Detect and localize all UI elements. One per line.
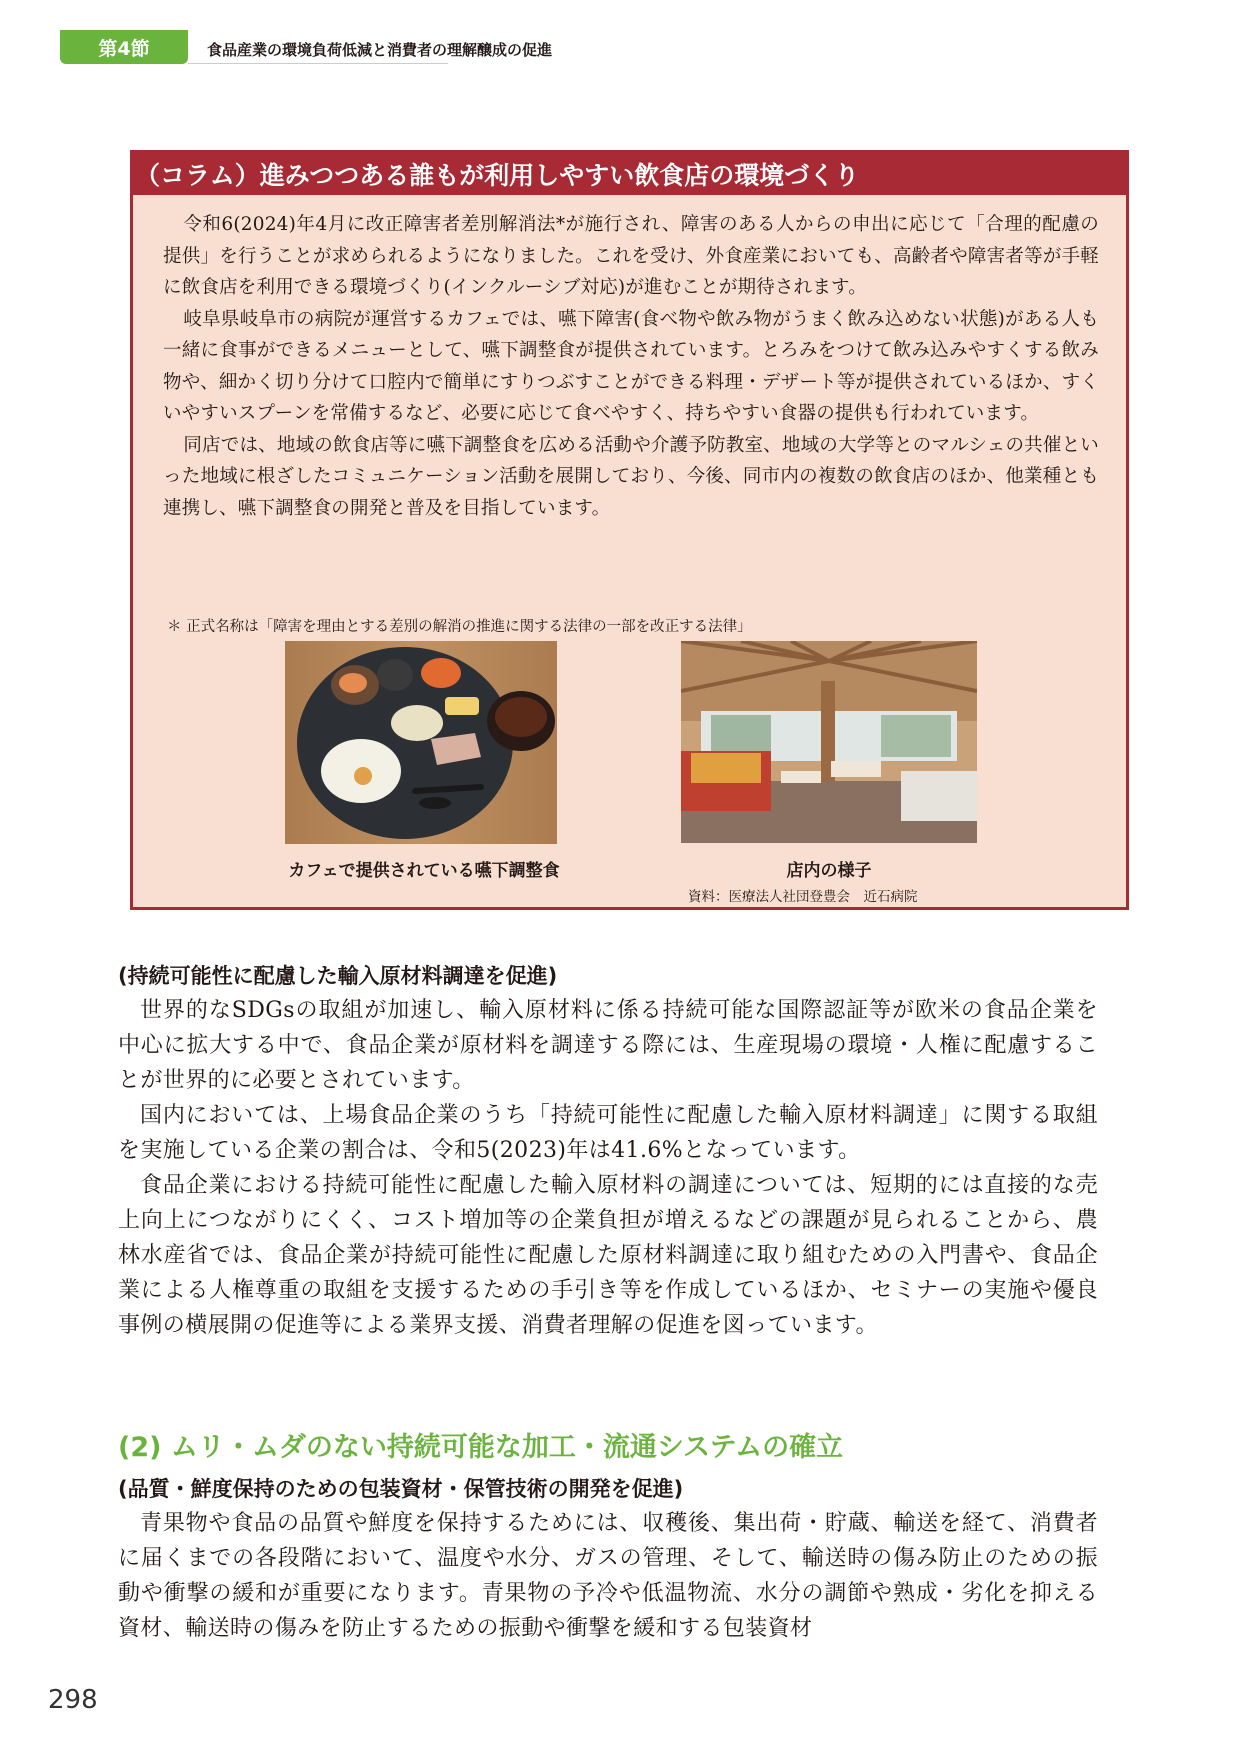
column-title: （コラム）進みつつある誰もが利用しやすい飲食店の環境づくり	[133, 153, 1126, 195]
photo2-caption: 店内の様子	[786, 861, 872, 881]
column-body	[163, 209, 1099, 524]
section2-heading: (2) ムリ・ムダのない持続可能な加工・流通システムの確立	[118, 1432, 844, 1463]
header-divider	[188, 63, 448, 64]
page-number: 298	[48, 1685, 98, 1715]
photo-enge-meal	[285, 641, 557, 844]
section2-body	[118, 1506, 1098, 1646]
photo-cafe-interior	[681, 641, 977, 843]
section1-paragraph-2: 国内においては、上場食品企業のうち「持続可能性に配慮した輸入原材料調達」に関する取組を実施している企業の割合は、令和5(2023)年は41.6%となっています。	[118, 1103, 1098, 1163]
footnote: ＊ 正式名称は「障害を理由とする差別の解消の推進に関する法律の一部を改正する法律」	[167, 619, 752, 635]
column-paragraph-2: 岐阜県岐阜市の病院が運営するカフェでは、嚥下障害(食べ物や飲み物がうまく飲み込めない状態)がある人も一緒に食事ができるメニューとして、嚥下調整食が提供されています。とろみをつけて飲み込みやすくする飲み物や、細かく切り分けて口腔内で簡単にすりつぶすことができる料理・デザート等が提供されているほか、すくいやすいスプーンを常備するなど、必要に応じて食べやすく、持ちやすい食器の提供も行われています。	[163, 308, 1099, 424]
section-title: 食品産業の環境負荷低減と消費者の理解醸成の促進	[207, 41, 553, 59]
section2-paragraph-1: 青果物や食品の品質や鮮度を保持するためには、収穫後、集出荷・貯蔵、輸送を経て、消費者に届くまでの各段階において、温度や水分、ガスの管理、そして、輸送時の傷み防止のための振動や衝撃の緩和が重要になります。青果物の予冷や低温物流、水分の調節や熟成・劣化を抑える資材、輸送時の傷みを防止するための振動や衝撃を緩和する包装資材	[118, 1511, 1098, 1641]
section1-body	[118, 993, 1098, 1343]
section1-heading: (持続可能性に配慮した輸入原材料調達を促進)	[118, 964, 558, 988]
section1-paragraph-1: 世界的なSDGsの取組が加速し、輸入原材料に係る持続可能な国際認証等が欧米の食品企業を中心に拡大する中で、食品企業が原材料を調達する際には、生産現場の環境・人権に配慮することが世界的に必要とされています。	[118, 998, 1098, 1093]
section2-subheading: (品質・鮮度保持のための包装資材・保管技術の開発を促進)	[118, 1477, 684, 1501]
column-box	[130, 150, 1129, 910]
column-paragraph-1: 令和6(2024)年4月に改正障害者差別解消法*が施行され、障害のある人からの申出に応じて「合理的配慮の提供」を行うことが求められるようになりました。これを受け、外食産業においても、高齢者や障害者等が手軽に飲食店を利用できる環境づくり(インクルーシブ対応)が進むことが期待されます。	[163, 214, 1099, 298]
section-tab: 第4節	[60, 30, 188, 64]
photo1-caption: カフェで提供されている嚥下調整食	[288, 861, 560, 881]
column-paragraph-3: 同店では、地域の飲食店等に嚥下調整食を広める活動や介護予防教室、地域の大学等とのマルシェの共催といった地域に根ざしたコミュニケーション活動を展開しており、今後、同市内の複数の飲食店のほか、他業種とも連携し、嚥下調整食の開発と普及を目指しています。	[163, 434, 1099, 519]
section1-paragraph-3: 食品企業における持続可能性に配慮した輸入原材料の調達については、短期的には直接的な売上向上につながりにくく、コスト増加等の企業負担が増えるなどの課題が見られることから、農林水産省では、食品企業が持続可能性に配慮した原材料調達に取り組むための入門書や、食品企業による人権尊重の取組を支援するための手引き等を作成しているほか、セミナーの実施や優良事例の横展開の促進等による業界支援、消費者理解の促進を図っています。	[118, 1173, 1098, 1338]
photo-source: 資料：医療法人社団登豊会 近石病院	[688, 889, 918, 905]
